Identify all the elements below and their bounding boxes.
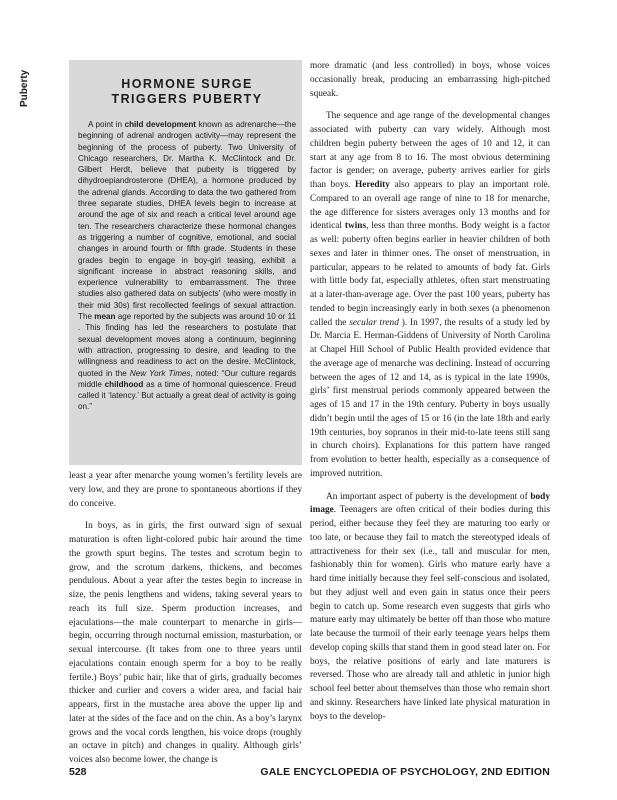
italic-term: secular trend — [349, 317, 399, 328]
sidebar-title-line2: TRIGGERS PUBERTY — [111, 92, 263, 106]
text-run: age reported by the subjects was around 10 or 11 . This finding has led the researchers to postulate that sexual development moves along a continuum, beginning with attraction, progressing to desire, and leading to the willingness and readiness to act on the desire. McClintock, quoted in the — [78, 312, 297, 378]
text-run: The sequence and age range of the developmental changes associated with puberty can vary widely. Although most children begin puberty between the ages of 10 and 12, it can start at any age from 8 to 16. The most obvious determining factor is gender; on average, puberty arrives earlier for girls than boys. — [310, 111, 550, 190]
section-tab: Puberty — [19, 69, 30, 107]
sidebar-paragraph — [78, 119, 296, 413]
text-run: known as adrenarche—the beginning of adrenal androgen activity—may represent the beginning of the process of puberty. Two University of Chicago researchers, Dr. Martha K. McClintock and Dr. Gilbert Herdt, believe that puberty is triggered by dihydroepiandrosterone (DHEA), a hormone produced by the adrenal glands. According to data the two gathered from three separate studies, DHEA levels begin to increase at around the age of six and reach a critical level around age ten. The researchers characterize these hormonal changes as triggering a number of cognitive, emotional, and social changes in around fourth or fifth grade. Students in these grades begin to engage in boy-girl teasing, exhibit a significant increase in abstract reasoning skills, and experience vulnerability to embarrassment. The three studies also gathered data on subjects’ (who were mostly in their mid 30s) first recollected feelings of sexual attraction. The — [78, 120, 296, 322]
bold-term: child development — [124, 120, 196, 129]
text-run: An important aspect of puberty is the development of — [326, 491, 531, 502]
text-run: In boys, as in girls, the first outward sign of sexual maturation is often light-colored pubic hair around the time the growth spurt begins. The testes and scrotum begin to grow, and the scrotum darkens, thickens, and becomes pendulous. About a year after the testes begin to increase in size, the penis lengthens and widens, taking several years to reach its full size. Sperm production increases, and ejaculations—the male counterpart to menarche in girls—begin, occurring through nocturnal emission, masturbation, or sexual intercourse. (It takes from one to three years until ejaculations contain enough sperm for a boy to be really fertile.) Boys’ pubic hair, like that of girls, gradually becomes thicker and curlier and covers a wider area, and facial hair appears, first in the mustache area above the upper lip and later at the sides of the face and on the chin. As a boy’s larynx grows and the vocal cords lengthen, his voice drops (roughly an octave in pitch) and changes in quality. Although girls’ voices also become lower, the change is — [69, 521, 302, 765]
text-run: , noted: “Our culture regards middle — [78, 368, 297, 389]
paragraph — [69, 520, 302, 768]
paragraph — [310, 491, 550, 725]
text-run: as a time of hormonal quiescence. Freud called it ‘latency.’ But actually a great deal of activity is going on.” — [78, 379, 296, 412]
text-run: A point in — [88, 120, 125, 129]
text-run: ). In 1997, the results of a study led by Dr. Marcia E. Herman-Giddens of University of North Carolina at Chapel Hill School of Public Health provided evidence that the average age of menarche was declining. Instead of occurring between the ages of 12 and 14, as is typical in the late 1990s, girls’ first menstrual periods commonly appeared between the ages of 15 and 17 in the 19th century. Puberty in boys usually didn’t begin until the ages of 15 or 16 (in the late 18th and early 19th centuries, boy sopranos in their mid-to-late teens still sang in church choirs). Explanations for this pattern have ranged from evolution to better health, especially as a consequence of improved nutrition. — [310, 317, 550, 479]
italic-title: New York Times — [129, 368, 191, 378]
sidebar-title — [78, 77, 296, 107]
text-run: , less than three months. Body weight is a factor as well: puberty often begins earlier in heavier children of both sexes and later in thinner ones. The onset of menstruation, in particular, appears to be related to amounts of body fat. Girls with little body fat, especially athletes, often start menstruating at a later-than-average age. Over the past 100 years, puberty has tended to begin increasingly early in both sexes (a phenomenon called the — [310, 221, 550, 328]
bold-term: twins — [344, 221, 367, 232]
text-run: also appears to play an important role. Compared to an overall age range of nine to 18 for menarche, the age difference for sisters averages only 13 months and for identical — [310, 180, 551, 232]
book-title: GALE ENCYCLOPEDIA OF PSYCHOLOGY, 2ND EDITION — [260, 766, 550, 778]
bold-term: mean — [94, 312, 116, 322]
paragraph — [310, 110, 550, 481]
text-run: . Teenagers are often critical of their bodies during this period, either because they feel they are maturing too early or too late, or because they fail to match the stereotyped ideals of attractiveness for their sex (i.e., tall and muscular for men, fashionably thin for women). Girls who mature early have a hard time initially because they feel self-conscious and isolated, but they adjust well and even gain in status once their peers begin to catch up. Some research even suggests that girls who mature early may ultimately be better off than those who mature late because the turmoil of their early teenage years helps them develop coping skills that stand them in good stead later on. For boys, the relative positions of early and late maturers is reversed. Those who are already tall and athletic in junior high school feel better about themselves than those who remain short and skinny. Researchers have linked late physical maturation in boys to the develop- — [310, 505, 550, 722]
page-number: 528 — [69, 766, 87, 778]
bold-term: Heredity — [354, 180, 390, 190]
right-column — [310, 60, 550, 724]
text-run: more dramatic (and less controlled) in boys, whose voices occasionally break, producing an embarrassing high-pitched squeak. — [310, 61, 550, 99]
sidebar-box — [69, 60, 302, 465]
paragraph — [310, 60, 550, 101]
text-run: least a year after menarche young women’s fertility levels are very low, and they are prone to spontaneous abortions if they do conceive. — [69, 471, 302, 509]
left-column — [69, 470, 302, 768]
paragraph — [69, 470, 302, 511]
sidebar-title-line1: HORMONE SURGE — [121, 77, 253, 91]
bold-term: childhood — [104, 379, 144, 389]
bold-term: body image — [310, 491, 550, 516]
